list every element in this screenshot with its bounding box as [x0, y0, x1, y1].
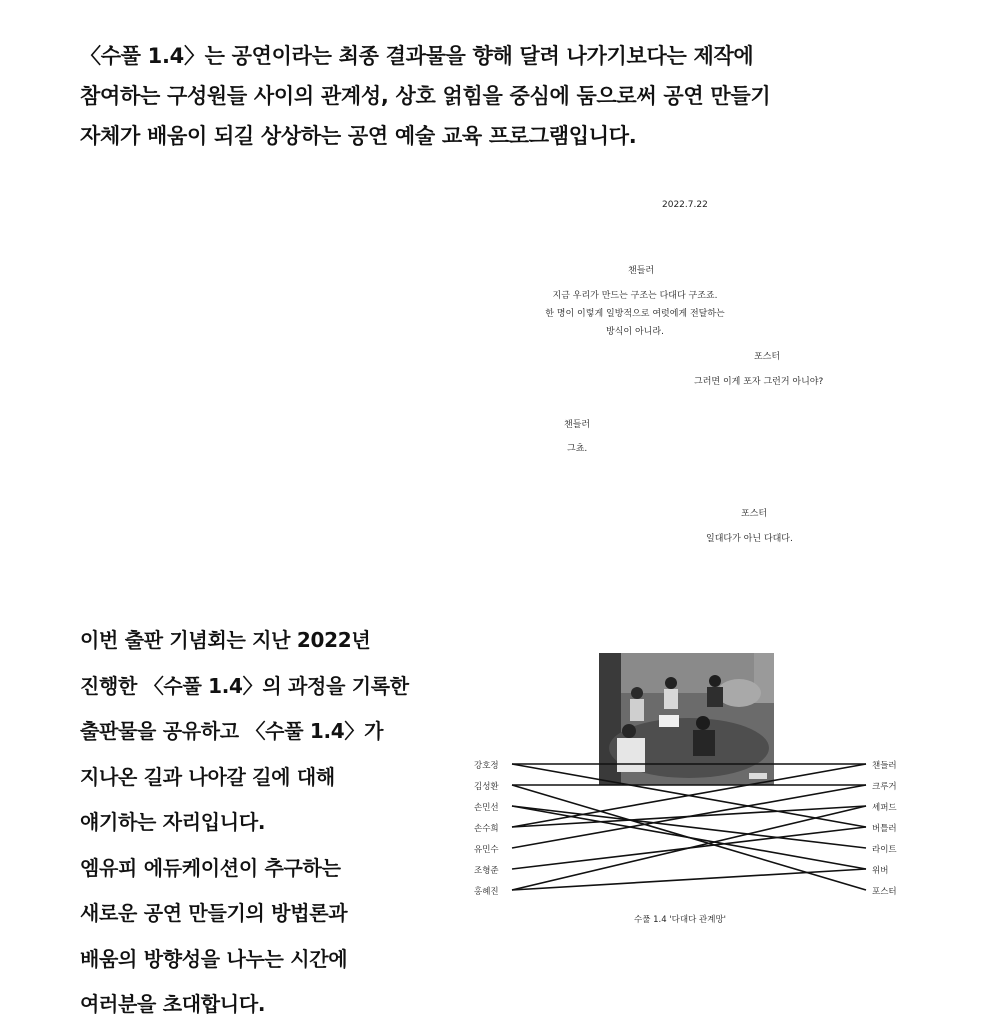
left-name: 조형준: [474, 866, 499, 876]
announce-line: 엠유피 에듀케이션이 추구하는: [80, 855, 341, 880]
announce-line: 얘기하는 자리입니다.: [80, 810, 266, 834]
announce-line: 여러분을 초대합니다.: [80, 992, 266, 1016]
right-name: 라이트: [872, 845, 897, 855]
right-name: 위버: [872, 866, 889, 876]
right-name: 크루거: [872, 782, 897, 792]
left-name: 강호정: [474, 761, 499, 771]
connection-line: [512, 869, 866, 890]
script-speech-line: 방식이 아니라.: [606, 327, 664, 337]
announce-line: 새로운 공연 만들기의 방법론과: [80, 901, 348, 925]
script-speech-line: 지금 우리가 만드는 구조는 다대다 구조죠.: [552, 291, 718, 301]
left-name: 손민선: [474, 803, 499, 813]
script-speaker: 챈들러: [628, 266, 655, 276]
intro-line: 참여하는 구성원들 사이의 관계성, 상호 얽힘을 중심에 둠으로써 공연 만들기: [80, 84, 771, 108]
announce-line: 진행한 〈수풀 1.4〉의 과정을 기록한: [80, 673, 409, 698]
right-name: 포스터: [872, 887, 897, 897]
right-name: 셰퍼드: [872, 803, 897, 813]
right-name: 챈들러: [872, 761, 897, 771]
right-name: 버틀러: [872, 824, 897, 834]
script-speech: 일대다가 아닌 다대다.: [706, 534, 793, 544]
left-name: 홍혜진: [474, 887, 499, 897]
script-speaker: 포스터: [754, 352, 781, 362]
intro-line: 〈수풀 1.4〉는 공연이라는 최종 결과물을 향해 달려 나가기보다는 제작에: [80, 44, 754, 68]
announce-line: 이번 출판 기념회는 지난 2022년: [80, 628, 371, 652]
diagram-caption: 수풀 1.4 '다대다 관계망': [634, 915, 726, 925]
left-name: 유민수: [474, 845, 499, 855]
script-date: 2022.7.22: [662, 200, 708, 210]
connection-line: [512, 806, 866, 848]
announce-line: 배움의 방향성을 나누는 시간에: [80, 946, 348, 971]
left-name: 손수희: [474, 824, 499, 834]
connection-line: [512, 806, 866, 890]
script-speaker: 챈들러: [564, 420, 591, 430]
announce-line: 출판물을 공유하고 〈수풀 1.4〉가: [80, 719, 384, 743]
connection-line: [512, 785, 866, 848]
left-name: 김성환: [474, 782, 499, 792]
announce-line: 지나온 길과 나아갈 길에 대해: [80, 764, 335, 789]
connection-line: [512, 806, 866, 869]
script-speech: 그쵸.: [567, 444, 588, 454]
intro-line: 자체가 배움이 되길 상상하는 공연 예술 교육 프로그램입니다.: [80, 124, 637, 148]
script-speech-line: 한 명이 이렇게 일방적으로 여럿에게 전달하는: [545, 309, 725, 319]
script-speech: 그러면 이게 포자 그런거 아니야?: [694, 377, 824, 387]
script-speaker: 포스터: [741, 509, 768, 519]
